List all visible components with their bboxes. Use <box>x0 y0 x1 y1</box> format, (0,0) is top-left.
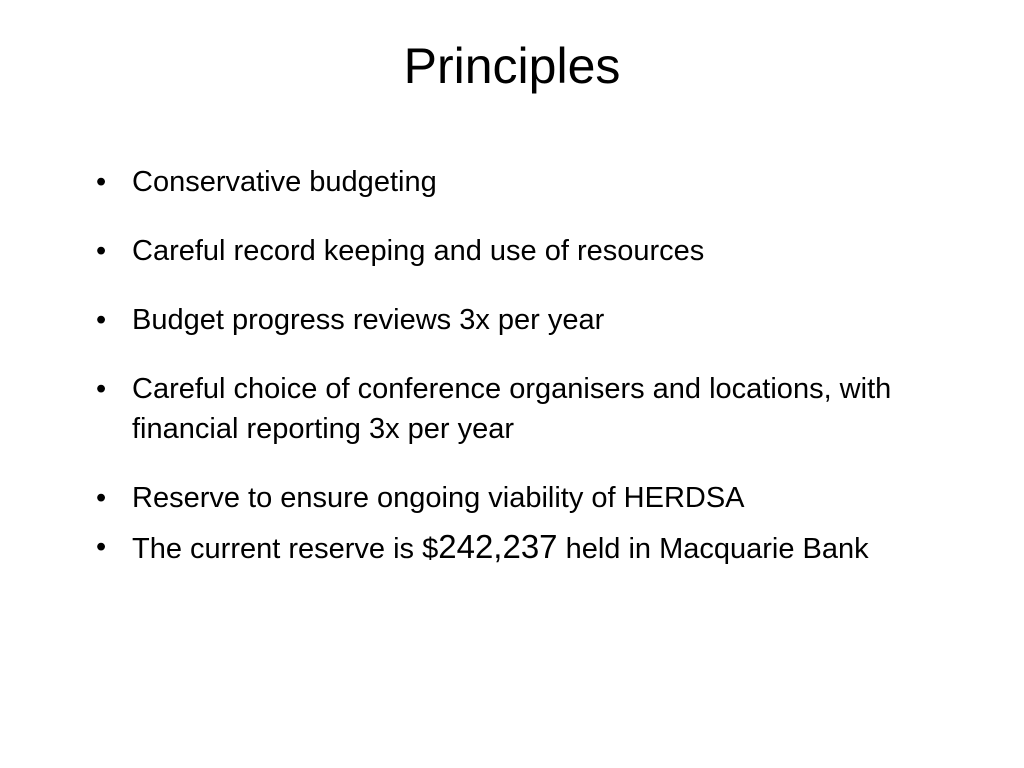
bullet-item-record-keeping <box>96 231 976 271</box>
bullet-item-conference-organisers <box>96 369 976 449</box>
bullet-icon: • <box>96 531 107 563</box>
bullet-text: Careful choice of conference organisers and locations, with financial reporting 3x per year <box>132 373 892 445</box>
bullet-icon: • <box>96 235 107 267</box>
bullet-text <box>132 528 869 565</box>
reserve-suffix: held in Macquarie Bank <box>557 533 869 565</box>
bullet-item-current-reserve <box>96 527 976 569</box>
bullet-icon: • <box>96 482 107 514</box>
reserve-prefix: The current reserve is $ <box>132 533 439 565</box>
slide-title: Principles <box>403 38 621 94</box>
bullet-icon: • <box>96 166 107 198</box>
bullet-item-budget-reviews <box>96 300 976 340</box>
bullet-item-reserve-viability <box>96 478 976 518</box>
reserve-amount: 242,237 <box>438 528 558 565</box>
bullet-icon: • <box>96 373 107 405</box>
bullet-item-conservative-budgeting <box>96 162 976 202</box>
bullet-text: Reserve to ensure ongoing viability of HERDSA <box>132 482 745 514</box>
bullet-text: Budget progress reviews 3x per year <box>132 304 605 336</box>
bullet-text: Careful record keeping and use of resources <box>132 235 705 267</box>
bullet-list <box>96 162 976 598</box>
bullet-icon: • <box>96 304 107 336</box>
bullet-text: Conservative budgeting <box>132 166 437 198</box>
